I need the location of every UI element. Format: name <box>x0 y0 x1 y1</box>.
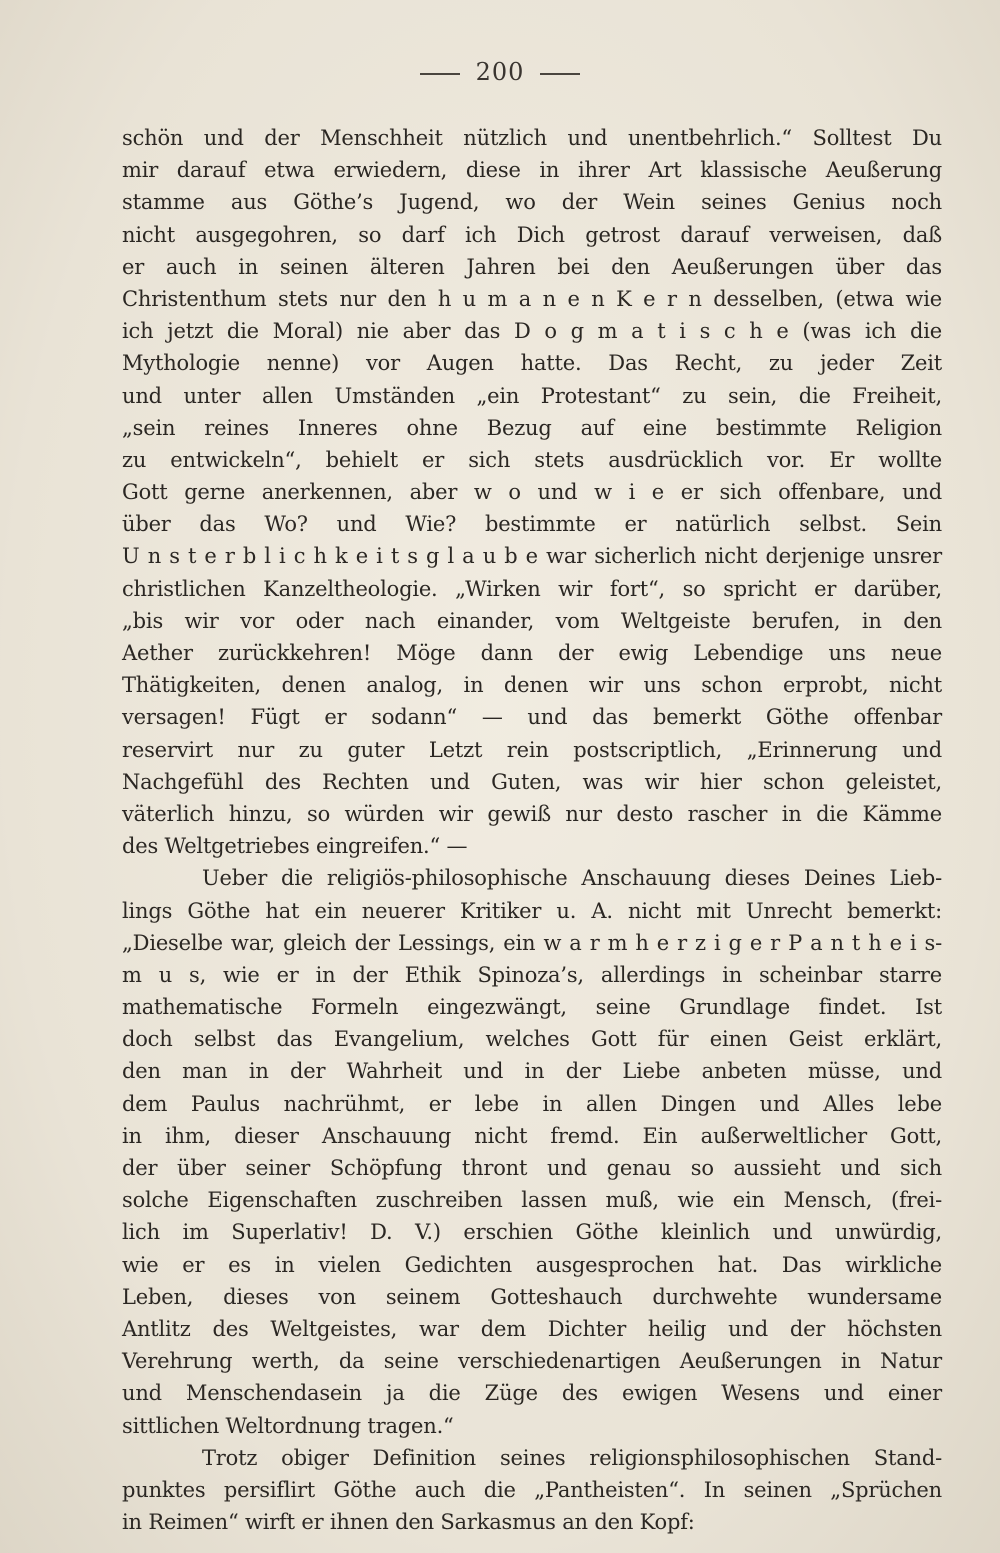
text-line: zu entwickeln“, behielt er sich stets ausdrücklich vor. Er wollte <box>122 447 942 472</box>
text-line: väterlich hinzu, so würden wir gewiß nur desto rascher in die Kämme <box>122 801 942 826</box>
text-line: Leben, dieses von seinem Gotteshauch durchwehte wundersame <box>122 1284 942 1309</box>
text-line: und unter allen Umständen „ein Protestant“ zu sein, die Freiheit, <box>122 383 942 408</box>
text-line: schön und der Menschheit nützlich und unentbehrlich.“ Solltest Du <box>122 126 942 150</box>
text-line: dem Paulus nachrühmt, er lebe in allen Dingen und Alles lebe <box>122 1091 942 1116</box>
text-line: „bis wir vor oder nach einander, vom Weltgeiste berufen, in den <box>122 608 942 633</box>
text-line: Christenthum stets nur den h u m a n e n K e r n desselben, (etwa wie <box>122 286 942 311</box>
text-line: solche Eigenschaften zuschreiben lassen muß, wie ein Mensch, (frei- <box>122 1188 942 1213</box>
folio-dash-right <box>540 73 580 75</box>
text-line: versagen! Fügt er sodann“ — und das bemerkt Göthe offenbar <box>122 705 942 730</box>
text-line: m u s, wie er in der Ethik Spinoza’s, allerdings in scheinbar starre <box>122 962 942 987</box>
text-line: reservirt nur zu guter Letzt rein postscriptlich, „Erinnerung und <box>122 737 942 762</box>
text-line: der über seiner Schöpfung thront und genau so aussieht und sich <box>122 1156 942 1180</box>
text-line: sittlichen Weltordnung tragen.“ <box>122 1413 454 1438</box>
text-line: „sein reines Inneres ohne Bezug auf eine bestimmte Religion <box>122 415 942 440</box>
text-line: U n s t e r b l i c h k e i t s g l a u b e war sicherlich nicht derjenige unsrer <box>122 544 942 569</box>
text-line: nicht ausgegohren, so darf ich Dich getrost darauf verweisen, daß <box>122 222 942 247</box>
text-line: über das Wo? und Wie? bestimmte er natürlich selbst. Sein <box>122 512 942 537</box>
text-line: in Reimen“ wirft er ihnen den Sarkasmus an den Kopf: <box>122 1510 695 1535</box>
text-line: den man in der Wahrheit und in der Liebe anbeten müsse, und <box>122 1059 942 1084</box>
text-line: ich jetzt die Moral) nie aber das D o g m a t i s c h e (was ich die <box>122 319 942 344</box>
text-line: Trotz obiger Definition seines religionsphilosophischen Stand- <box>202 1445 942 1470</box>
body-text <box>122 122 942 1538</box>
page-number-text: 200 <box>475 58 525 86</box>
text-line: er auch in seinen älteren Jahren bei den Aeußerungen über das <box>122 254 942 279</box>
text-line: lings Göthe hat ein neuerer Kritiker u. A. nicht mit Unrecht bemerkt: <box>122 898 942 923</box>
folio-dash-left <box>420 73 460 75</box>
text-line: Mythologie nenne) vor Augen hatte. Das Recht, zu jeder Zeit <box>122 351 942 376</box>
text-line: Gott gerne anerkennen, aber w o und w i e er sich offenbare, und <box>122 480 942 505</box>
text-line: in ihm, dieser Anschauung nicht fremd. Ein außerweltlicher Gott, <box>122 1123 942 1148</box>
text-line: wie er es in vielen Gedichten ausgesprochen hat. Das wirkliche <box>122 1252 942 1277</box>
text-line: punktes persiflirt Göthe auch die „Pantheisten“. In seinen „Sprüchen <box>122 1477 942 1502</box>
text-line: lich im Superlativ! D. V.) erschien Göthe kleinlich und unwürdig, <box>122 1220 942 1245</box>
text-line: Ueber die religiös-philosophische Anschauung dieses Deines Lieb- <box>202 866 942 891</box>
text-line: Aether zurückkehren! Möge dann der ewig Lebendige uns neue <box>122 641 942 665</box>
text-line: doch selbst das Evangelium, welches Gott für einen Geist erklärt, <box>122 1027 942 1052</box>
text-line: mathematische Formeln eingezwängt, seine Grundlage findet. Ist <box>122 995 942 1020</box>
text-line: und Menschendasein ja die Züge des ewigen Wesens und einer <box>122 1381 942 1406</box>
text-line: Nachgefühl des Rechten und Guten, was wir hier schon geleistet, <box>122 769 942 794</box>
text-line: Antlitz des Weltgeistes, war dem Dichter heilig und der höchsten <box>122 1316 942 1341</box>
text-line: „Dieselbe war, gleich der Lessings, ein w a r m h e r z i g e r P a n t h e i s- <box>122 930 942 955</box>
text-line: stamme aus Göthe’s Jugend, wo der Wein seines Genius noch <box>122 190 942 215</box>
page-number <box>0 58 1000 86</box>
text-line: Verehrung werth, da seine verschiedenartigen Aeußerungen in Natur <box>122 1349 942 1374</box>
text-line: Thätigkeiten, denen analog, in denen wir uns schon erprobt, nicht <box>122 673 942 698</box>
text-line: mir darauf etwa erwiedern, diese in ihrer Art klassische Aeußerung <box>122 158 942 183</box>
text-line: des Weltgetriebes eingreifen.“ — <box>122 834 468 859</box>
text-line: christlichen Kanzeltheologie. „Wirken wir fort“, so spricht er darüber, <box>122 576 942 601</box>
